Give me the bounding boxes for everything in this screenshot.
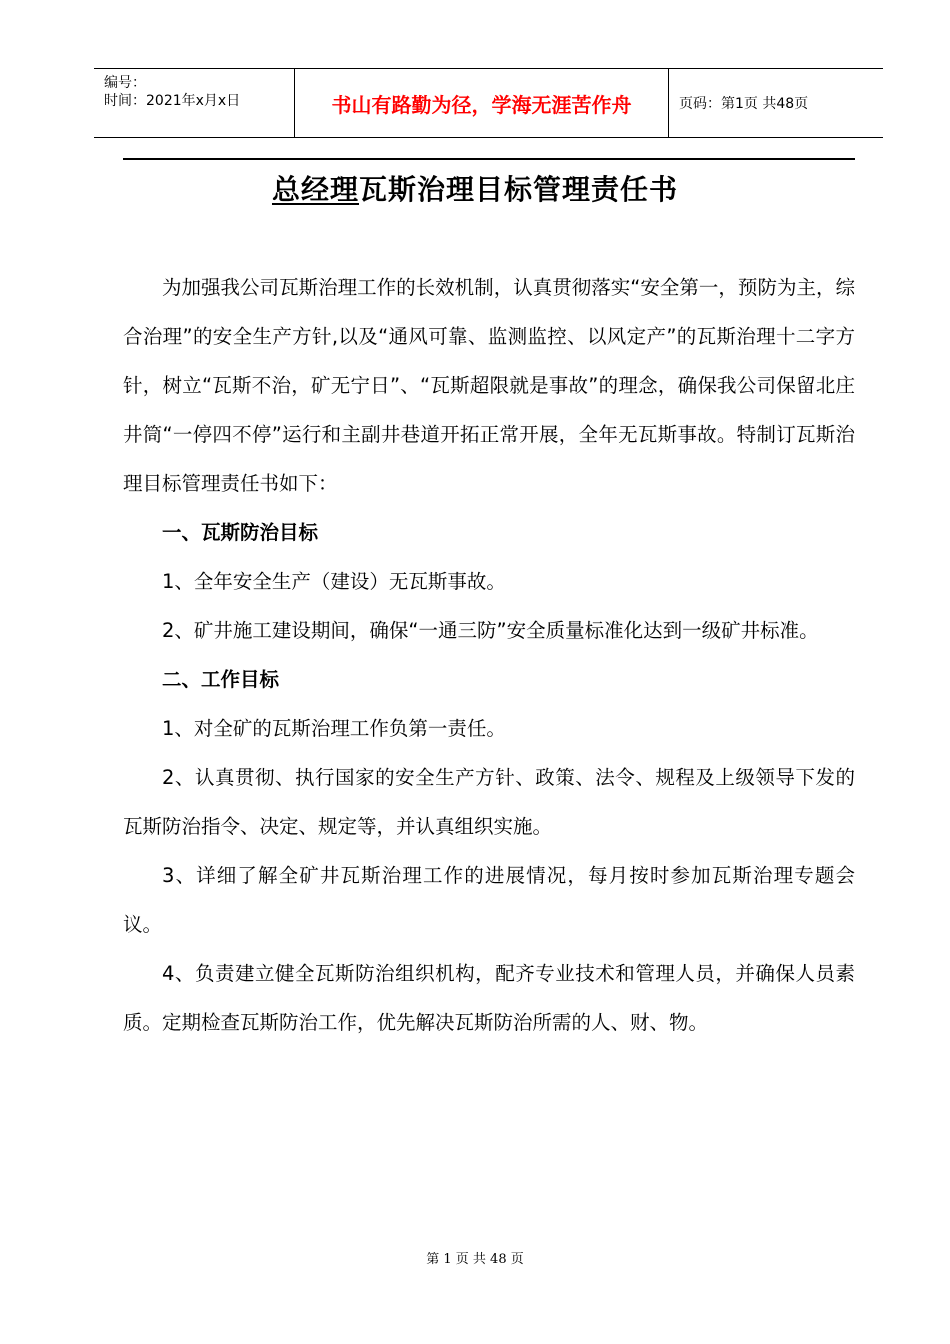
list-item: 2、矿井施工建设期间，确保“一通三防”安全质量标准化达到一级矿井标准。 xyxy=(162,619,819,642)
intro-paragraph: 为加强我公司瓦斯治理工作的长效机制，认真贯彻落实“安全第一，预防为主，综合治理”的安全生产方针,以及“通风可靠、监测监控、以风定产”的瓦斯治理十二字方针，树立“瓦斯不治，矿无宁日”、“瓦斯超限就是事故”的理念，确保我公司保留北庄井筒“一停四不停”运行和主副井巷道开拓正常开展，全年无瓦斯事故。特制订瓦斯治理目标管理责任书如下： xyxy=(123,276,855,495)
header-meta-cell xyxy=(94,69,294,137)
page-footer: 第 1 页 共 48 页 xyxy=(426,1252,524,1267)
header-page-info: 页码：第1页 共48页 xyxy=(679,96,809,112)
list-item: 2、认真贯彻、执行国家的安全生产方针、政策、法令、规程及上级领导下发的瓦斯防治指令、决定、规定等，并认真组织实施。 xyxy=(123,766,855,838)
section-heading-1: 一、瓦斯防治目标 xyxy=(162,521,319,544)
title-rest: 瓦斯治理目标管理责任书 xyxy=(359,173,679,206)
title-underlined-part: 总经理 xyxy=(271,173,359,206)
list-item: 1、对全矿的瓦斯治理工作负第一责任。 xyxy=(162,717,506,740)
section-heading-2: 二、工作目标 xyxy=(162,668,280,691)
list-item: 3、详细了解全矿井瓦斯治理工作的进展情况，每月按时参加瓦斯治理专题会议。 xyxy=(123,864,855,936)
list-item: 4、负责建立健全瓦斯防治组织机构，配齐专业技术和管理人员，并确保人员素质。定期检查瓦斯防治工作，优先解决瓦斯防治所需的人、财、物。 xyxy=(123,962,855,1034)
number-label: 编号： xyxy=(104,75,146,91)
document-body xyxy=(123,263,855,1047)
page-header-table xyxy=(94,68,883,138)
document-title xyxy=(0,168,950,212)
header-motto: 书山有路勤为径，学海无涯苦作舟 xyxy=(294,69,669,137)
list-item: 1、全年安全生产（建设）无瓦斯事故。 xyxy=(162,570,506,593)
title-divider xyxy=(123,158,855,160)
time-label: 时间：2021年x月x日 xyxy=(104,93,241,109)
